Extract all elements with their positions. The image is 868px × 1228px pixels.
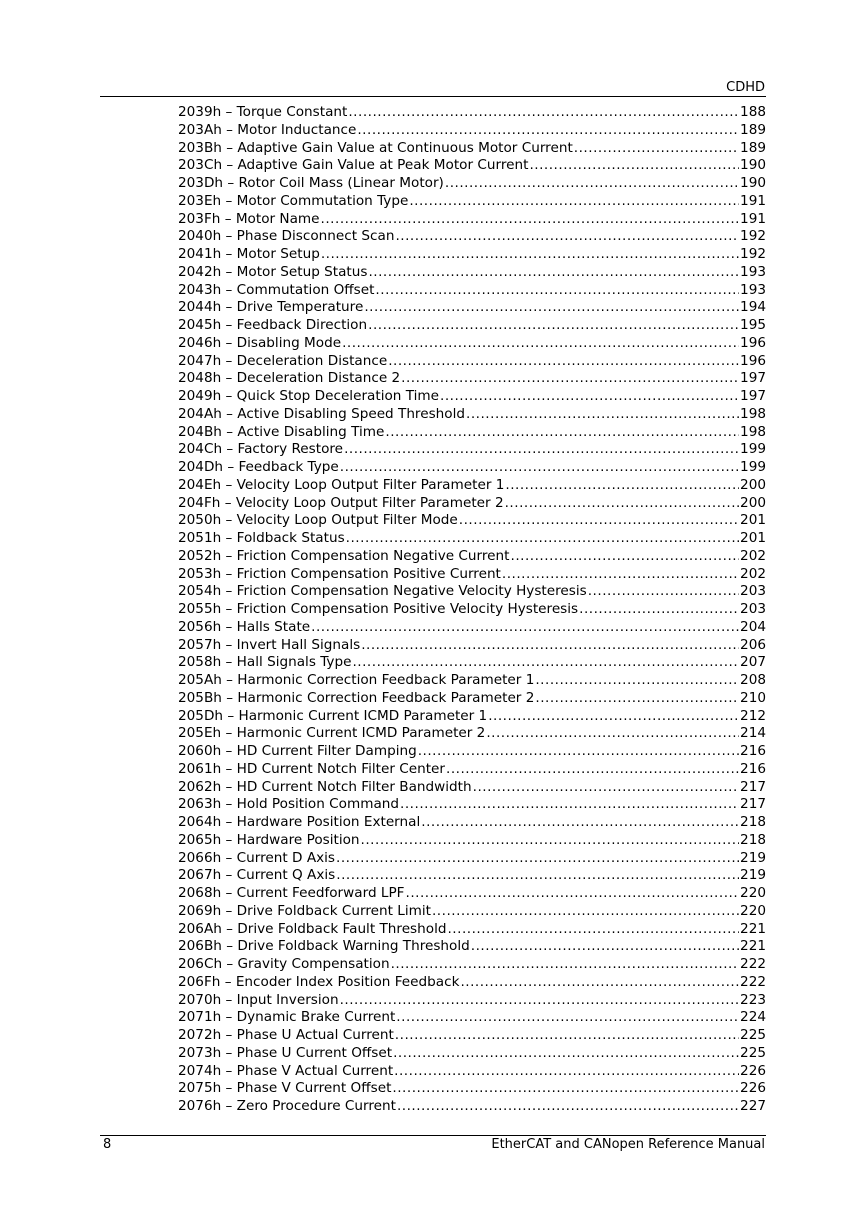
toc-entry-title: 2057h – Invert Hall Signals: [178, 636, 361, 653]
dot-leader: [440, 388, 739, 406]
toc-entry-title: 2039h – Torque Constant: [178, 104, 348, 120]
toc-entry-title: 2050h – Velocity Loop Output Filter Mode: [178, 512, 458, 529]
toc-entry-title: 2049h – Quick Stop Deceleration Time: [178, 388, 439, 404]
toc-entry[interactable]: [178, 299, 766, 317]
toc-entry[interactable]: [178, 317, 766, 335]
toc-entry[interactable]: [178, 441, 766, 459]
toc-entry[interactable]: [178, 672, 766, 690]
dot-leader: [401, 370, 739, 388]
dot-leader: [364, 299, 739, 317]
toc-entry-page: 200: [740, 494, 766, 511]
toc-entry-title: 2042h – Motor Setup Status: [178, 263, 368, 280]
dot-leader: [535, 690, 739, 708]
toc-entry[interactable]: [178, 548, 766, 566]
toc-entry-page: 190: [740, 157, 766, 174]
toc-entry[interactable]: [178, 228, 766, 246]
dot-leader: [459, 512, 739, 530]
dot-leader: [340, 459, 739, 477]
dot-leader: [579, 601, 739, 619]
toc-entry[interactable]: [178, 885, 766, 903]
toc-entry-page: 202: [740, 547, 766, 564]
dot-leader: [471, 938, 739, 956]
toc-entry[interactable]: [178, 424, 766, 442]
dot-leader: [502, 566, 739, 584]
toc-entry-title: 205Eh – Harmonic Current ICMD Parameter 2: [178, 725, 486, 742]
toc-entry-title: 2062h – HD Current Notch Filter Bandwidth: [178, 778, 472, 795]
toc-entry-page: 221: [740, 938, 766, 955]
toc-entry[interactable]: [178, 654, 766, 672]
dot-leader: [511, 548, 740, 566]
toc-entry[interactable]: [178, 921, 766, 939]
toc-entry[interactable]: [178, 779, 766, 797]
toc-entry-title: 204Fh – Velocity Loop Output Filter Parameter 2: [178, 494, 504, 511]
toc-entry-page: 217: [740, 778, 766, 795]
toc-entry[interactable]: [178, 708, 766, 726]
dot-leader: [391, 956, 739, 974]
toc-entry-page: 193: [740, 281, 766, 298]
toc-entry[interactable]: [178, 193, 766, 211]
dot-leader: [446, 761, 739, 779]
toc-entry-title: 205Dh – Harmonic Current ICMD Parameter 1: [178, 707, 488, 724]
dot-leader: [361, 637, 739, 655]
toc-entry-title: 206Bh – Drive Foldback Warning Threshold: [178, 938, 470, 955]
toc-entry[interactable]: [178, 1080, 766, 1098]
toc-entry-page: 188: [740, 104, 766, 120]
toc-entry-title: 2065h – Hardware Position: [178, 831, 360, 848]
toc-entry-page: 226: [740, 1080, 766, 1097]
toc-entry-page: 210: [740, 689, 766, 706]
footer-rule: [100, 1135, 766, 1136]
toc-entry-page: 224: [740, 1009, 766, 1026]
dot-leader: [394, 1063, 739, 1081]
running-header: CDHD: [726, 80, 765, 95]
toc-entry-title: 2070h – Input Inversion: [178, 991, 339, 1008]
toc-entry[interactable]: [178, 335, 766, 353]
toc-entry-page: 203: [740, 601, 766, 617]
dot-leader: [409, 193, 739, 211]
toc-entry-title: 2054h – Friction Compensation Negative Velocity Hysteresis: [178, 583, 587, 600]
toc-entry[interactable]: [178, 1009, 766, 1027]
toc-entry-page: 203: [740, 583, 766, 600]
dot-leader: [400, 796, 739, 814]
toc-entry-page: 212: [740, 707, 766, 724]
dot-leader: [396, 1009, 739, 1027]
dot-leader: [344, 441, 739, 459]
toc-entry-title: 2069h – Drive Foldback Current Limit: [178, 902, 431, 919]
toc-entry-title: 203Ah – Motor Inductance: [178, 121, 357, 138]
toc-entry-page: 204: [740, 618, 766, 635]
toc-entry[interactable]: [178, 104, 766, 122]
toc-entry[interactable]: [178, 725, 766, 743]
toc-entry[interactable]: [178, 370, 766, 388]
toc-entry-page: 196: [740, 334, 766, 351]
toc-entry-page: 196: [740, 352, 766, 369]
dot-leader: [340, 992, 739, 1010]
dot-leader: [357, 122, 739, 140]
toc-entry-page: 214: [740, 725, 766, 742]
toc-entry-page: 201: [740, 512, 766, 529]
toc-entry-title: 204Ch – Factory Restore: [178, 441, 344, 458]
toc-entry[interactable]: [178, 1027, 766, 1045]
toc-entry[interactable]: [178, 122, 766, 140]
dot-leader: [342, 335, 739, 353]
toc-entry-title: 2061h – HD Current Notch Filter Center: [178, 760, 446, 777]
toc-entry[interactable]: [178, 974, 766, 992]
dot-leader: [368, 317, 739, 335]
toc-entry-title: 2053h – Friction Compensation Positive Current: [178, 565, 501, 582]
dot-leader: [352, 654, 739, 672]
toc-entry-page: 197: [740, 388, 766, 404]
dot-leader: [392, 1080, 739, 1098]
toc-entry[interactable]: [178, 619, 766, 637]
toc-entry-page: 220: [740, 885, 766, 901]
toc-entry[interactable]: [178, 157, 766, 175]
toc-entry[interactable]: [178, 512, 766, 530]
toc-entry-title: 204Eh – Velocity Loop Output Filter Parameter 1: [178, 476, 505, 493]
toc-entry[interactable]: [178, 956, 766, 974]
toc-entry-page: 190: [740, 175, 766, 191]
toc-entry[interactable]: [178, 264, 766, 282]
toc-entry-title: 2063h – Hold Position Command: [178, 796, 400, 813]
toc-entry-page: 194: [740, 299, 766, 316]
toc-entry-page: 223: [740, 991, 766, 1008]
toc-entry-page: 191: [740, 210, 766, 227]
toc-entry-page: 227: [740, 1098, 766, 1114]
toc-entry-page: 189: [740, 121, 766, 138]
toc-entry-title: 204Dh – Feedback Type: [178, 459, 339, 475]
toc-entry[interactable]: [178, 1063, 766, 1081]
dot-leader: [393, 1045, 739, 1063]
toc-entry-title: 2046h – Disabling Mode: [178, 334, 342, 351]
toc-entry-page: 216: [740, 760, 766, 777]
toc-entry-page: 225: [740, 1027, 766, 1043]
toc-entry-page: 226: [740, 1062, 766, 1079]
toc-entry-title: 206Ah – Drive Foldback Fault Threshold: [178, 920, 447, 937]
toc-entry[interactable]: [178, 601, 766, 619]
dot-leader: [529, 157, 739, 175]
dot-leader: [445, 175, 739, 193]
footer-doc-title: EtherCAT and CANopen Reference Manual: [491, 1137, 765, 1152]
toc-entry-page: 220: [740, 902, 766, 919]
toc-entry-page: 216: [740, 743, 766, 759]
toc-entry-page: 192: [740, 246, 766, 262]
toc-entry-page: 225: [740, 1044, 766, 1061]
toc-entry-title: 2071h – Dynamic Brake Current: [178, 1009, 396, 1026]
toc-entry-title: 2055h – Friction Compensation Positive Velocity Hysteresis: [178, 601, 579, 617]
toc-entry-page: 217: [740, 796, 766, 813]
toc-entry[interactable]: [178, 246, 766, 264]
toc-entry-page: 207: [740, 654, 766, 671]
dot-leader: [505, 495, 739, 513]
toc-entry-page: 219: [740, 867, 766, 884]
toc-entry[interactable]: [178, 796, 766, 814]
toc-entry-title: 2045h – Feedback Direction: [178, 317, 368, 333]
toc-entry-title: 204Ah – Active Disabling Speed Threshold: [178, 405, 466, 422]
toc-entry[interactable]: [178, 761, 766, 779]
toc-entry[interactable]: [178, 495, 766, 513]
toc-entry-title: 2074h – Phase V Actual Current: [178, 1062, 394, 1079]
toc-entry[interactable]: [178, 690, 766, 708]
dot-leader: [321, 246, 739, 264]
toc-entry-title: 2073h – Phase U Current Offset: [178, 1044, 393, 1061]
dot-leader: [375, 282, 739, 300]
toc-entry[interactable]: [178, 566, 766, 584]
toc-entry-title: 2043h – Commutation Offset: [178, 281, 375, 298]
toc-entry-title: 2075h – Phase V Current Offset: [178, 1080, 392, 1097]
toc-entry-page: 202: [740, 565, 766, 582]
toc-entry-title: 2060h – HD Current Filter Damping: [178, 743, 417, 759]
dot-leader: [588, 583, 739, 601]
toc-entry-title: 2067h – Current Q Axis: [178, 867, 336, 884]
toc-entry-page: 189: [740, 139, 766, 156]
dot-leader: [361, 832, 740, 850]
toc-entry-page: 197: [740, 370, 766, 387]
toc-entry[interactable]: [178, 637, 766, 655]
dot-leader: [466, 406, 739, 424]
toc-entry-title: 2076h – Zero Procedure Current: [178, 1098, 396, 1114]
toc-entry[interactable]: [178, 477, 766, 495]
dot-leader: [311, 619, 739, 637]
dot-leader: [336, 867, 739, 885]
toc-entry[interactable]: [178, 140, 766, 158]
toc-entry-page: 201: [740, 530, 766, 546]
toc-entry-page: 222: [740, 973, 766, 990]
toc-entry-title: 2066h – Current D Axis: [178, 849, 336, 866]
toc-entry[interactable]: [178, 850, 766, 868]
toc-entry-title: 2048h – Deceleration Distance 2: [178, 370, 401, 387]
header-rule: [100, 96, 766, 97]
toc-entry-page: 191: [740, 192, 766, 209]
toc-entry-page: 200: [740, 476, 766, 493]
toc-entry-title: 203Bh – Adaptive Gain Value at Continuous Motor Current: [178, 139, 573, 156]
toc-entry-page: 219: [740, 849, 766, 866]
toc-entry[interactable]: [178, 814, 766, 832]
toc-entry-page: 193: [740, 263, 766, 280]
dot-leader: [535, 672, 739, 690]
toc-entry-title: 2072h – Phase U Actual Current: [178, 1027, 394, 1043]
table-of-contents: [178, 104, 766, 1116]
dot-leader: [348, 104, 739, 122]
toc-entry[interactable]: [178, 992, 766, 1010]
toc-entry[interactable]: [178, 583, 766, 601]
dot-leader: [385, 424, 739, 442]
toc-entry-title: 206Fh – Encoder Index Position Feedback: [178, 973, 460, 990]
toc-entry-title: 203Ch – Adaptive Gain Value at Peak Motor Current: [178, 157, 529, 174]
toc-entry-title: 2058h – Hall Signals Type: [178, 654, 352, 671]
toc-entry-title: 2052h – Friction Compensation Negative Current: [178, 547, 510, 564]
dot-leader: [346, 530, 739, 548]
dot-leader: [395, 228, 739, 246]
toc-entry-title: 2051h – Foldback Status: [178, 530, 345, 546]
toc-entry-page: 222: [740, 956, 766, 972]
toc-entry-page: 199: [740, 459, 766, 475]
dot-leader: [488, 708, 739, 726]
toc-entry-page: 192: [740, 228, 766, 245]
toc-entry[interactable]: [178, 282, 766, 300]
toc-entry[interactable]: [178, 406, 766, 424]
dot-leader: [388, 353, 739, 371]
dot-leader: [432, 903, 739, 921]
dot-leader: [460, 974, 739, 992]
toc-entry[interactable]: [178, 743, 766, 761]
toc-entry-title: 205Bh – Harmonic Correction Feedback Parameter 2: [178, 689, 535, 706]
toc-entry-page: 195: [740, 317, 766, 333]
toc-entry-page: 218: [740, 814, 766, 830]
dot-leader: [406, 885, 740, 903]
toc-entry[interactable]: [178, 175, 766, 193]
toc-entry-page: 208: [740, 672, 766, 688]
toc-entry-title: 2047h – Deceleration Distance: [178, 352, 388, 369]
page-number: 8: [103, 1137, 112, 1152]
dot-leader: [574, 140, 739, 158]
toc-entry[interactable]: [178, 1045, 766, 1063]
toc-entry[interactable]: [178, 530, 766, 548]
toc-entry-title: 206Ch – Gravity Compensation: [178, 956, 390, 972]
toc-entry-page: 218: [740, 831, 766, 848]
toc-entry-title: 205Ah – Harmonic Correction Feedback Parameter 1: [178, 672, 535, 688]
toc-entry[interactable]: [178, 938, 766, 956]
toc-entry[interactable]: [178, 1098, 766, 1116]
dot-leader: [486, 725, 739, 743]
toc-entry[interactable]: [178, 211, 766, 229]
toc-entry-page: 198: [740, 423, 766, 440]
dot-leader: [418, 743, 739, 761]
dot-leader: [473, 779, 739, 797]
dot-leader: [505, 477, 739, 495]
toc-entry-title: 2068h – Current Feedforward LPF: [178, 885, 405, 901]
toc-entry[interactable]: [178, 459, 766, 477]
toc-entry-page: 198: [740, 405, 766, 422]
toc-entry-title: 203Eh – Motor Commutation Type: [178, 192, 409, 209]
toc-entry-page: 199: [740, 441, 766, 458]
toc-entry-title: 2056h – Halls State: [178, 618, 311, 635]
dot-leader: [321, 211, 740, 229]
toc-entry-title: 2064h – Hardware Position External: [178, 814, 421, 830]
toc-entry-title: 203Fh – Motor Name: [178, 210, 320, 227]
toc-entry-title: 204Bh – Active Disabling Time: [178, 423, 385, 440]
toc-entry-title: 203Dh – Rotor Coil Mass (Linear Motor): [178, 175, 444, 191]
dot-leader: [336, 850, 739, 868]
dot-leader: [397, 1098, 739, 1116]
toc-entry[interactable]: [178, 903, 766, 921]
dot-leader: [447, 921, 739, 939]
dot-leader: [421, 814, 739, 832]
toc-entry[interactable]: [178, 867, 766, 885]
toc-entry-page: 221: [740, 920, 766, 937]
toc-entry-title: 2044h – Drive Temperature: [178, 299, 364, 316]
toc-entry[interactable]: [178, 832, 766, 850]
dot-leader: [368, 264, 739, 282]
toc-entry[interactable]: [178, 353, 766, 371]
toc-entry-title: 2041h – Motor Setup: [178, 246, 320, 262]
toc-entry-page: 206: [740, 636, 766, 653]
dot-leader: [395, 1027, 739, 1045]
toc-entry-title: 2040h – Phase Disconnect Scan: [178, 228, 395, 245]
toc-entry[interactable]: [178, 388, 766, 406]
